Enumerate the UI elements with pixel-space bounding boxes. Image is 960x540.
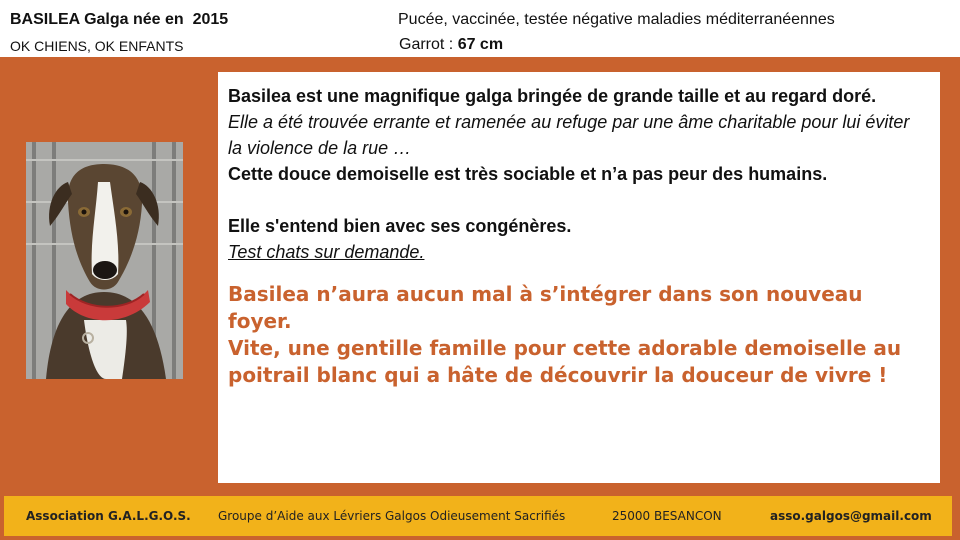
cats-test-text: Test chats sur demande.: [228, 242, 425, 262]
header: [0, 0, 960, 57]
association-full-name: Groupe d’Aide aux Lévriers Galgos Odieusement Sacrifiés: [218, 509, 566, 523]
dog-name-birth: BASILEA Galga née en 2015: [10, 11, 229, 28]
dog-photo: [26, 142, 183, 379]
dogs-compat-text: Elle s'entend bien avec ses congénères.: [228, 216, 572, 236]
intro-text: Basilea est une magnifique galga bringée de grande taille et au regard doré.: [228, 86, 877, 106]
found-text: Elle a été trouvée errante et ramenée au refuge par une âme charitable pour lui éviter la violence de la rue …: [228, 112, 910, 158]
association-name: Association G.A.L.G.O.S.: [26, 509, 191, 523]
height-value: 67 cm: [457, 36, 504, 53]
association-email[interactable]: asso.galgos@gmail.com: [770, 509, 932, 523]
description-panel: [218, 72, 940, 483]
compatibility: OK CHIENS, OK ENFANTS: [10, 38, 184, 54]
dog-illustration: [26, 142, 183, 379]
highlight-integration: Basilea n’aura aucun mal à s’intégrer dans son nouveau foyer.: [228, 282, 863, 333]
association-city: 25000 BESANCON: [612, 509, 722, 523]
highlight-adoption-call: Vite, une gentille famille pour cette adorable demoiselle au poitrail blanc qui a hâte de découvrir la douceur de vivre !: [228, 336, 902, 387]
health-status: Pucée, vaccinée, testée négative maladies méditerranéennes: [398, 11, 835, 28]
height-label: Garrot :: [399, 36, 458, 53]
height-line: [399, 36, 503, 54]
sociable-text: Cette douce demoiselle est très sociable et n’a pas peur des humains.: [228, 164, 828, 184]
footer-band: [4, 496, 952, 536]
